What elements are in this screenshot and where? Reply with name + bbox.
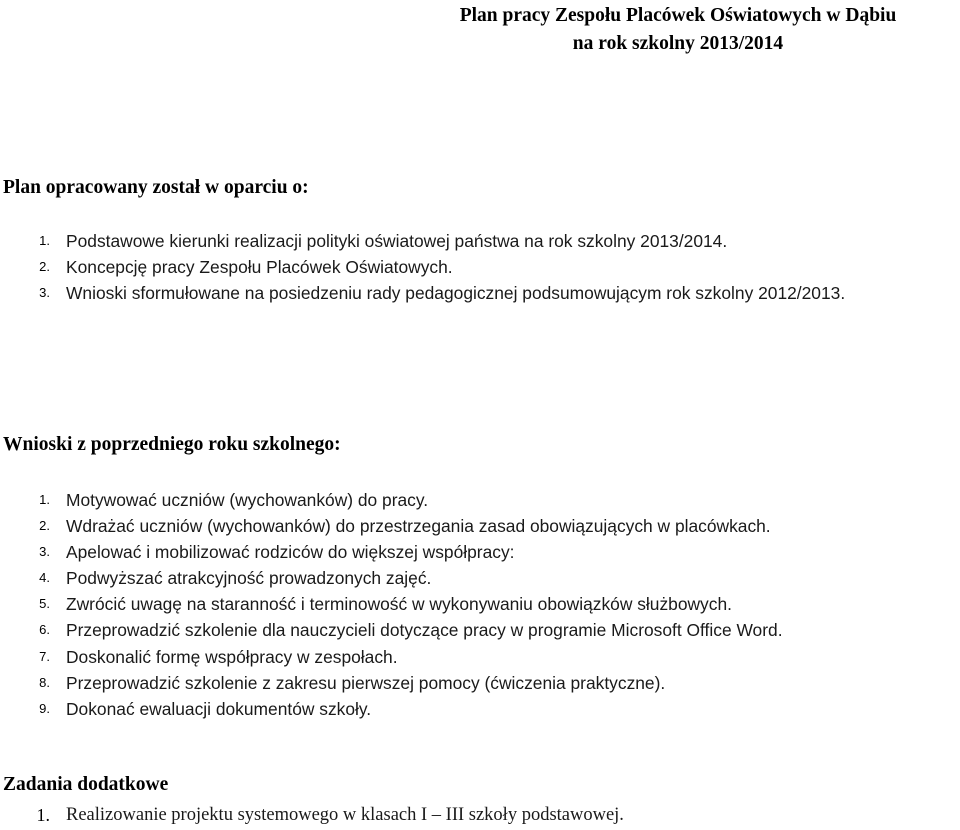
list-number: 8. <box>39 674 50 690</box>
list-number: 7. <box>39 648 50 664</box>
extra-tasks-heading: Zadania dodatkowe <box>3 774 169 795</box>
list-text: Zwrócić uwagę na staranność i terminowość w wykonywaniu obowiązków służbowych. <box>66 594 732 615</box>
list-text: Motywować uczniów (wychowanków) do pracy. <box>66 490 429 510</box>
list-text: Doskonalić formę współpracy w zespołach. <box>66 646 398 667</box>
list-number: 2. <box>39 518 50 534</box>
list-number: 1. <box>36 805 50 825</box>
list-text: Podstawowe kierunki realizacji polityki oświatowej państwa na rok szkolny 2013/2014. <box>66 231 728 251</box>
list-number: 3. <box>39 544 50 560</box>
list-text: Apelować i mobilizować rodziców do większej współpracy: <box>66 542 515 563</box>
list-number: 9. <box>39 700 50 716</box>
title-line-2: na rok szkolny 2013/2014 <box>572 33 784 54</box>
list-number: 5. <box>39 596 50 612</box>
document-title <box>418 2 938 58</box>
basis-heading: Plan opracowany został w oparciu o: <box>3 177 309 198</box>
conclusions-heading: Wnioski z poprzedniego roku szkolnego: <box>3 434 341 455</box>
list-text: Koncepcję pracy Zespołu Placówek Oświatowych. <box>66 257 453 277</box>
list-text: Przeprowadzić szkolenie z zakresu pierwszej pomocy (ćwiczenia praktyczne). <box>66 672 666 693</box>
list-text: Przeprowadzić szkolenie dla nauczycieli dotyczące pracy w programie Microsoft Office Word. <box>66 620 783 641</box>
list-number: 2. <box>39 259 50 274</box>
list-number: 6. <box>39 622 50 638</box>
list-number: 4. <box>39 570 50 586</box>
list-text: Podwyższać atrakcyjność prowadzonych zajęć. <box>66 568 432 589</box>
title-line-1: Plan pracy Zespołu Placówek Oświatowych w Dąbiu <box>459 5 897 26</box>
list-text: Wnioski sformułowane na posiedzeniu rady pedagogicznej podsumowującym rok szkolny 2012/2013. <box>66 283 846 303</box>
list-text: Realizowanie projektu systemowego w klasach I – III szkoły podstawowej. <box>66 805 624 825</box>
list-text: Wdrażać uczniów (wychowanków) do przestrzegania zasad obowiązujących w placówkach. <box>66 516 771 537</box>
list-number: 1. <box>39 233 50 248</box>
list-number: 3. <box>39 285 50 300</box>
list-text: Dokonać ewaluacji dokumentów szkoły. <box>66 698 372 719</box>
list-number: 1. <box>39 492 50 507</box>
